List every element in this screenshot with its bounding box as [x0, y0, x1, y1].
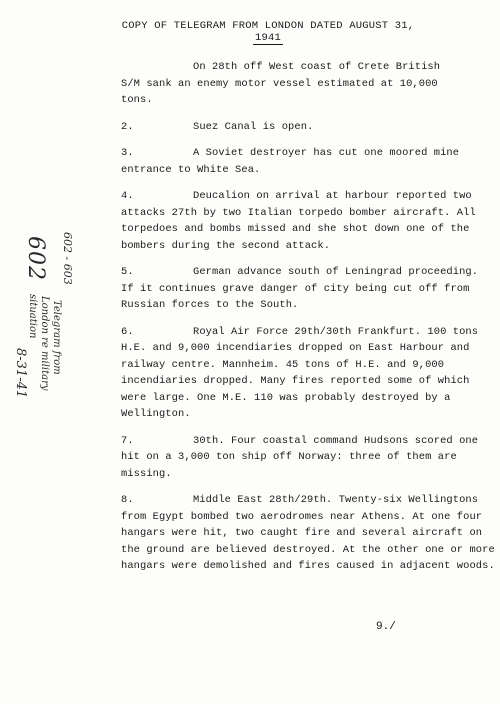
- paragraph-text: missing.: [121, 467, 172, 480]
- handwritten-margin-notes: [13, 230, 102, 480]
- paragraph-line: [121, 492, 479, 509]
- paragraph-text: from Egypt bombed two aerodromes near Athens. At one four: [121, 510, 483, 523]
- document-date: [18, 32, 500, 44]
- paragraph-line: [121, 373, 470, 390]
- paragraph-line: [121, 119, 466, 136]
- paragraph-text: the ground are believed destroyed. At the other one or more: [121, 543, 495, 556]
- paragraph-line: [121, 281, 470, 298]
- paragraph-text: Royal Air Force 29th/30th Frankfurt. 100 tons: [193, 325, 479, 338]
- paragraph-number: 5.: [121, 266, 134, 278]
- paragraph-line: [121, 145, 466, 162]
- paragraph-line: [121, 162, 466, 179]
- paragraph-text: bombers during the second attack.: [121, 239, 331, 252]
- telegram-paragraph: [121, 324, 479, 423]
- paragraph-text: attacks 27th by two Italian torpedo bomber aircraft. All: [121, 206, 476, 219]
- paragraph-text: torpedoes and bombs missed and she shot down one of the: [121, 223, 470, 235]
- telegram-paragraph: [121, 119, 466, 136]
- paragraph-text: Middle East 28th/29th. Twenty-six Wellingtons: [193, 494, 479, 506]
- telegram-paragraph: [121, 264, 479, 314]
- paragraph-text: H.E. and 9,000 incendiaries dropped on East Harbour and: [121, 342, 470, 354]
- paragraph-line: [121, 433, 479, 450]
- paragraph-text: Wellington.: [121, 408, 191, 420]
- page-continuation: 9./: [376, 621, 396, 633]
- margin-note-line: London re military: [39, 296, 50, 391]
- paragraph-text: Deucalion on arrival at harbour reported two: [193, 190, 472, 202]
- paragraph-text: Suez Canal is open.: [193, 120, 314, 133]
- margin-note-line: Telegram from: [51, 300, 62, 375]
- paragraph-line: [121, 188, 472, 205]
- paragraph-text: hit on a 3,000 ton ship off Norway: three of them are: [121, 451, 457, 463]
- margin-note-line: situation: [27, 294, 38, 339]
- telegram-body: [121, 59, 495, 585]
- paragraph-line: [121, 324, 479, 341]
- telegram-paragraph: [121, 188, 476, 254]
- telegram-paragraph: [121, 492, 495, 575]
- paragraph-number: 3.: [121, 147, 134, 159]
- paragraph-number: 2.: [121, 120, 134, 133]
- paragraph-text: railway centre. Mannheim. 45 tons of H.E. and 9,000: [121, 358, 445, 371]
- margin-note-range: 602 - 603: [61, 232, 74, 285]
- margin-note-date: 8-31-41: [13, 348, 28, 399]
- paragraph-text: A Soviet destroyer has cut one moored mine: [193, 147, 460, 159]
- telegram-paragraph: [121, 433, 479, 483]
- paragraph-number: 4.: [121, 190, 134, 202]
- paragraph-text: S/M sank an enemy motor vessel estimated at 10,000: [121, 77, 438, 90]
- paragraph-line: [121, 357, 466, 374]
- paragraph-number: 6.: [121, 325, 134, 338]
- paragraph-line: [121, 205, 476, 222]
- paragraph-line: [121, 264, 479, 281]
- paragraph-line: [121, 340, 470, 357]
- paragraph-line: [121, 297, 466, 314]
- paragraph-text: If it continues grave danger of city being cut off from: [121, 282, 470, 295]
- paragraph-number: 7.: [121, 434, 134, 447]
- paragraph-line: [121, 509, 483, 526]
- telegram-paragraph: [121, 59, 466, 109]
- margin-note-number: 602: [23, 236, 48, 281]
- paragraph-line: [121, 558, 495, 575]
- document-year: 1941: [254, 32, 281, 44]
- paragraph-line: [121, 92, 466, 109]
- paragraph-line: [121, 406, 466, 423]
- paragraph-text: 30th. Four coastal command Hudsons scored one: [193, 434, 479, 447]
- paragraph-line: [121, 390, 466, 407]
- paragraph-number: 8.: [121, 494, 134, 506]
- paragraph-line: [121, 238, 466, 255]
- paragraph-text: hangars were hit, two caught fire and several aircraft on: [121, 527, 483, 539]
- paragraph-line: [121, 76, 466, 93]
- paragraph-line: [121, 59, 466, 76]
- paragraph-text: Russian forces to the South.: [121, 299, 299, 311]
- paragraph-text: were large. One M.E. 110 was probably destroyed by a: [121, 391, 451, 404]
- paragraph-text: hangars were demolished and fires caused in adjacent woods.: [121, 560, 495, 572]
- paragraph-line: [121, 466, 466, 483]
- paragraph-text: incendiaries dropped. Many fires reported some of which: [121, 375, 470, 387]
- paragraph-text: On 28th off West coast of Crete British: [193, 61, 441, 73]
- paragraph-line: [121, 221, 470, 238]
- paragraph-text: German advance south of Leningrad proceeding.: [193, 266, 479, 278]
- telegram-paragraph: [121, 145, 466, 178]
- paragraph-line: [121, 525, 483, 542]
- paragraph-text: tons.: [121, 94, 153, 106]
- paragraph-text: entrance to White Sea.: [121, 163, 261, 176]
- paragraph-line: [121, 542, 495, 559]
- paragraph-line: [121, 449, 466, 466]
- document-title: COPY OF TELEGRAM FROM LONDON DATED AUGUST 31,: [121, 20, 415, 32]
